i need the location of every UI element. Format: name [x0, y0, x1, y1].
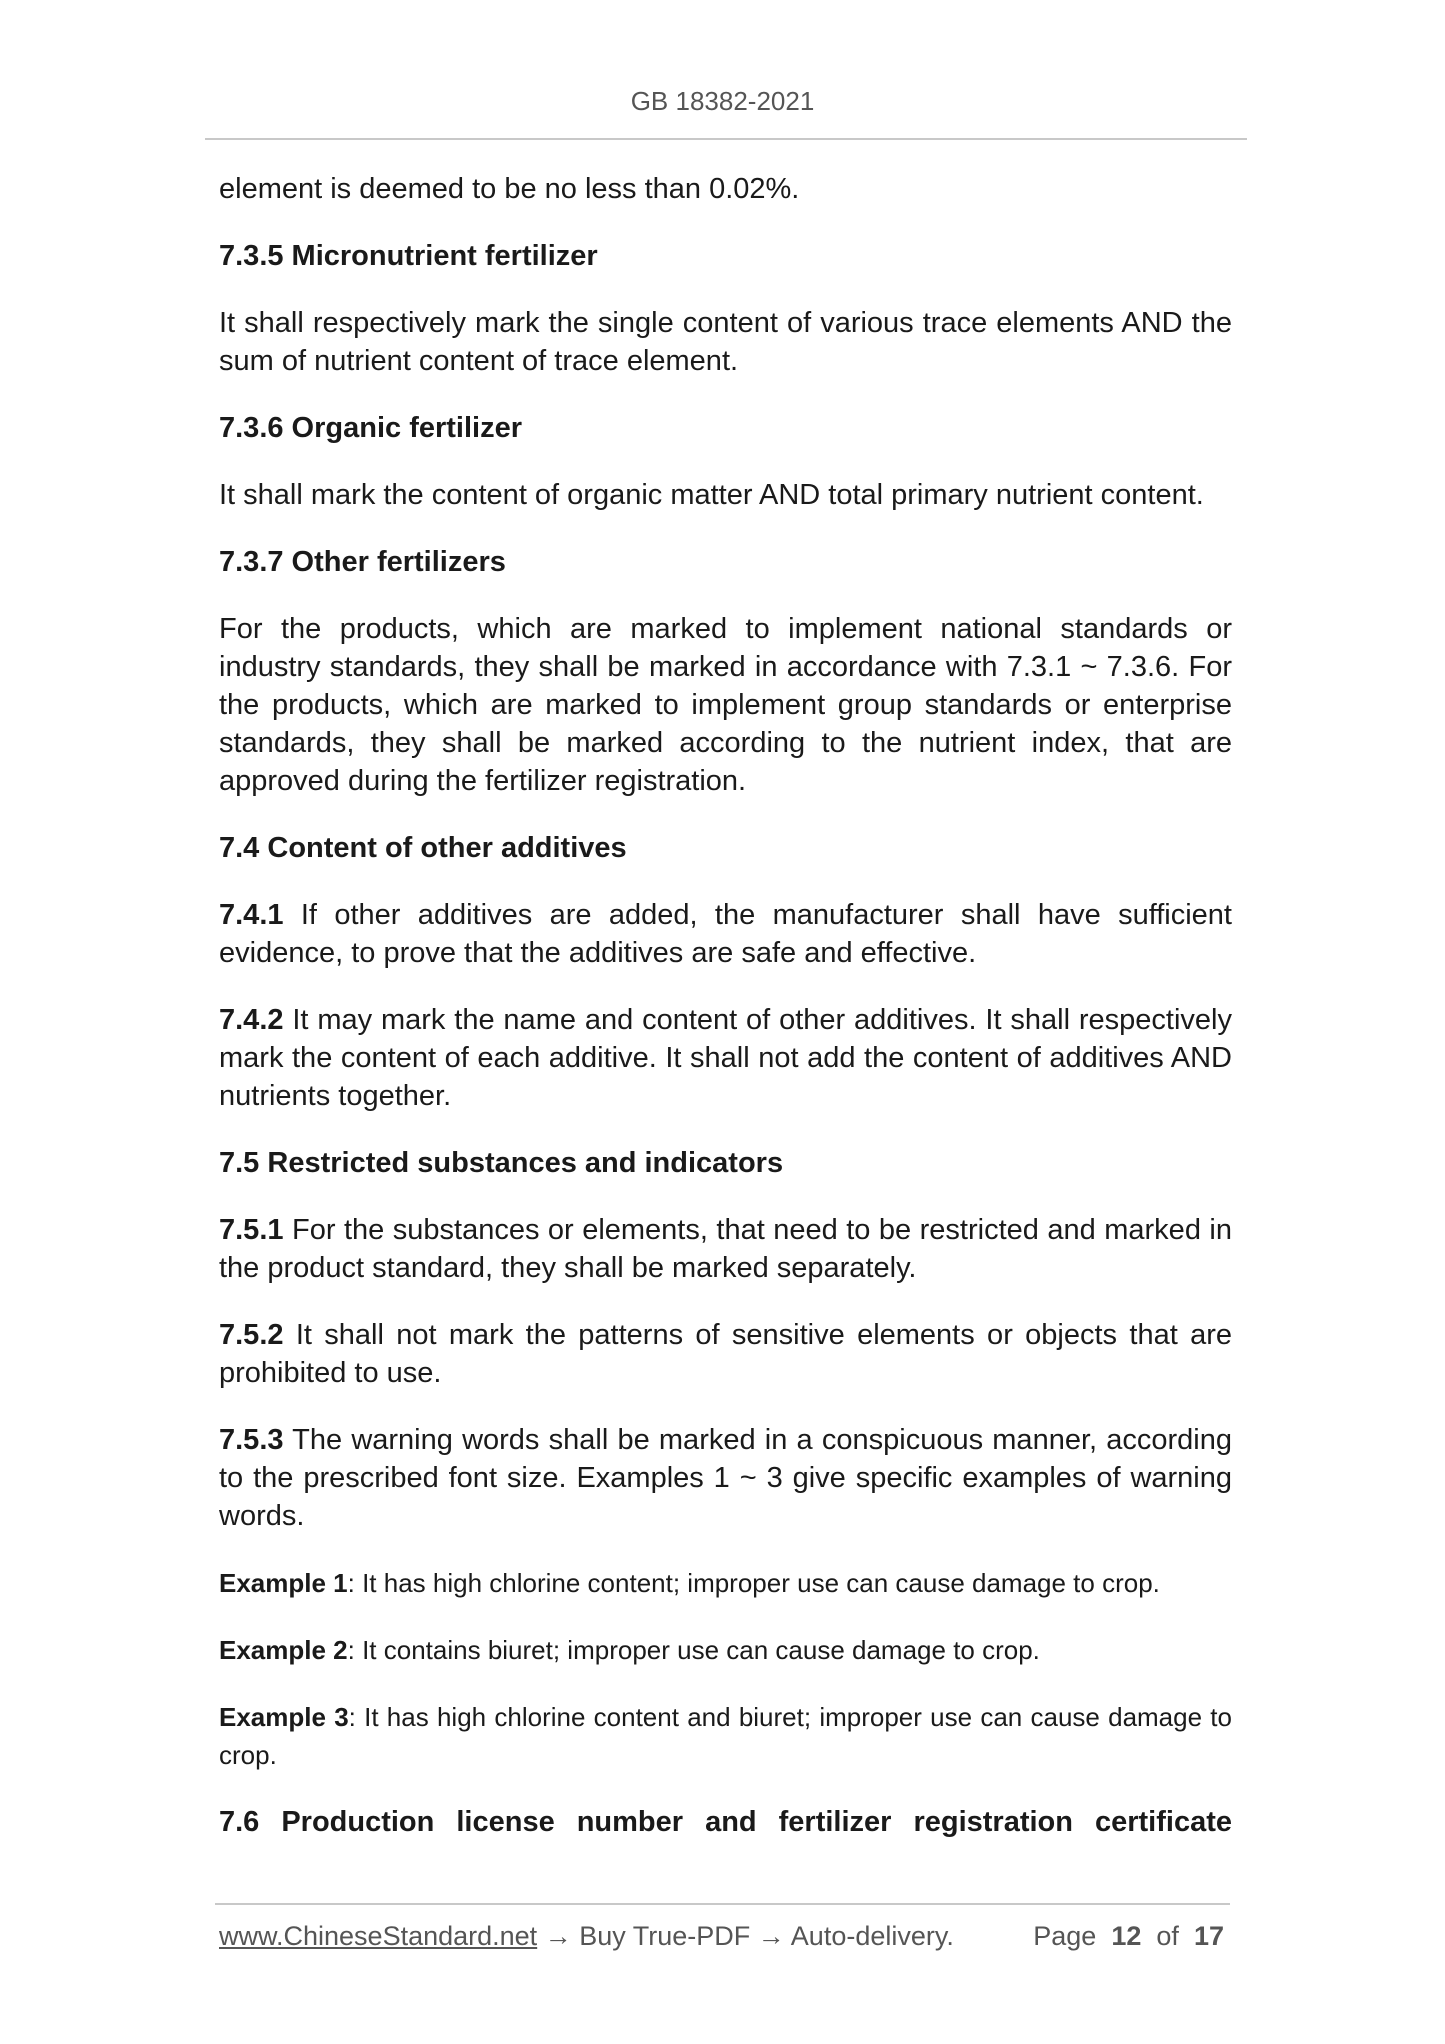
clause-text: It may mark the name and content of other additives. It shall respectively mark the content of each additive. It shall not add the content of additives AND nutrients together. — [219, 1004, 1232, 1112]
page-total: 17 — [1193, 1921, 1224, 1951]
clause-7-5-3 — [219, 1421, 1232, 1535]
example-label: Example 3 — [219, 1702, 349, 1732]
delivery-text: Auto-delivery. — [790, 1921, 954, 1951]
clause-number: 7.5.3 — [219, 1424, 284, 1456]
paragraph-continuation — [219, 170, 1232, 208]
paragraph-text: It shall mark the content of organic matter AND total primary nutrient content. — [219, 479, 1204, 511]
section-heading-7-3-6: 7.3.6 Organic fertilizer — [219, 412, 523, 444]
page-indicator — [1033, 1921, 1224, 1952]
example-1 — [219, 1564, 1232, 1602]
footer-divider — [215, 1903, 1230, 1905]
arrow-right-icon: → — [544, 1921, 572, 1951]
clause-number: 7.5.1 — [219, 1214, 284, 1246]
example-text: : It has high chlorine content; improper use can cause damage to crop. — [347, 1568, 1160, 1598]
clause-text: For the substances or elements, that need to be restricted and marked in the product standard, they shall be marked separately. — [219, 1214, 1232, 1284]
clause-7-4-2 — [219, 1001, 1232, 1115]
clause-text: It shall not mark the patterns of sensitive elements or objects that are prohibited to use. — [219, 1319, 1232, 1389]
clause-number: 7.5.2 — [219, 1319, 284, 1351]
document-body — [219, 170, 1232, 1870]
buy-text: Buy True-PDF — [579, 1921, 751, 1951]
section-heading-7-4: 7.4 Content of other additives — [219, 832, 627, 864]
clause-text: The warning words shall be marked in a conspicuous manner, according to the prescribed font size. Examples 1 ~ 3 give specific examples of warning words. — [219, 1424, 1232, 1532]
footer-promo — [219, 1921, 954, 1952]
section-heading-7-5: 7.5 Restricted substances and indicators — [219, 1147, 784, 1179]
page-number: 12 — [1111, 1921, 1142, 1951]
section-heading-7-6: 7.6 Production license number and fertilizer registration certificate — [219, 1806, 1232, 1838]
page-header-title: GB 18382-2021 — [630, 86, 815, 116]
clause-number: 7.4.1 — [219, 899, 284, 931]
clause-7-5-2 — [219, 1316, 1232, 1392]
example-3 — [219, 1698, 1232, 1774]
paragraph-text: For the products, which are marked to implement national standards or industry standards, they shall be marked in accordance with 7.3.1 ~ 7.3.6. For the products, which are marked to implement group standards or enterprise standards, they shall be marked according to the nutrient index, that are approved during the fertilizer registration. — [219, 613, 1232, 797]
of-label: of — [1156, 1921, 1179, 1951]
paragraph-text: It shall respectively mark the single content of various trace elements AND the sum of nutrient content of trace element. — [219, 307, 1232, 377]
clause-7-5-1 — [219, 1211, 1232, 1287]
paragraph-text: element is deemed to be no less than 0.02%. — [219, 173, 800, 205]
clause-text: If other additives are added, the manufacturer shall have sufficient evidence, to prove that the additives are safe and effective. — [219, 899, 1232, 969]
section-heading-7-3-7: 7.3.7 Other fertilizers — [219, 546, 506, 578]
example-2 — [219, 1631, 1232, 1669]
paragraph-7-3-5 — [219, 304, 1232, 380]
website-link[interactable]: www.ChineseStandard.net — [219, 1921, 538, 1951]
paragraph-7-3-6 — [219, 476, 1232, 514]
paragraph-7-3-7 — [219, 610, 1232, 800]
header-divider — [205, 138, 1247, 140]
page-footer — [219, 1921, 1230, 1961]
example-label: Example 2 — [219, 1635, 348, 1665]
example-text: : It contains biuret; improper use can cause damage to crop. — [347, 1635, 1040, 1665]
clause-7-4-1 — [219, 896, 1232, 972]
section-heading-7-3-5: 7.3.5 Micronutrient fertilizer — [219, 240, 598, 272]
clause-number: 7.4.2 — [219, 1004, 284, 1036]
arrow-right-icon: → — [757, 1921, 785, 1951]
example-label: Example 1 — [219, 1568, 348, 1598]
page-label: Page — [1033, 1921, 1097, 1951]
example-text: : It has high chlorine content and biuret; improper use can cause damage to crop. — [219, 1702, 1232, 1770]
